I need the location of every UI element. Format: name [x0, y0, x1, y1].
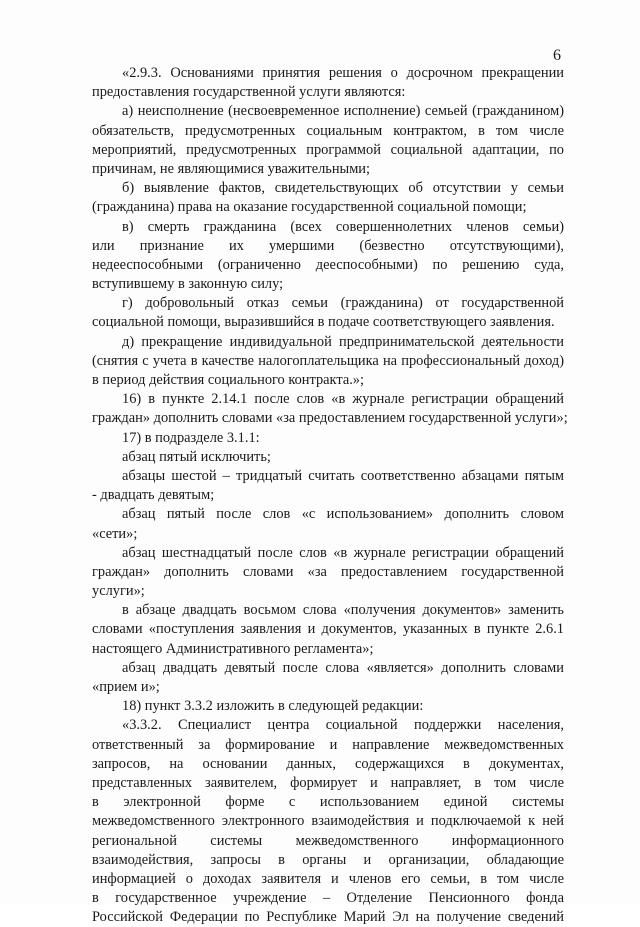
text-line: граждан» дополнить словами «за предоставлением государственной	[92, 563, 564, 580]
text-line: г) добровольный отказ семьи (гражданина) от государственной	[122, 295, 564, 312]
text-line: региональной системы межведомственного информационного	[92, 832, 564, 849]
text-line: граждан» дополнить словами «за предоставлением государственной услуги»;	[92, 410, 568, 427]
text-line: в период действия социального контракта.»;	[92, 372, 365, 388]
text-line: «прием и»;	[92, 679, 160, 695]
text-line: причинам, не являющимися уважительными;	[92, 160, 371, 177]
text-line: а) неисполнение (несвоевременное исполнение) семьей (гражданином)	[122, 103, 564, 120]
text-line: (гражданина) права на оказание государственной социальной помощи;	[92, 199, 527, 216]
text-line: недееспособными (ограниченно дееспособными) по решению суда,	[92, 256, 564, 273]
text-line: услуги»;	[92, 583, 145, 600]
text-line: - двадцать девятым;	[92, 487, 215, 504]
page-number: 6	[553, 47, 561, 64]
text-line: или признание их умершими (безвестно отсутствующими),	[92, 237, 564, 254]
text-line: абзац двадцать девятый после слова «является» дополнить словами	[122, 659, 564, 676]
text-line: в абзаце двадцать восьмом слова «получения документов» заменить	[122, 602, 564, 619]
text-line: в государственное учреждение – Отделение Пенсионного фонда	[92, 890, 564, 907]
text-line: словами «поступления заявления и документов, указанных в пункте 2.6.1	[92, 621, 564, 638]
text-line: обязательств, предусмотренных социальным контрактом, в том числе	[92, 122, 564, 139]
text-line: 16) в пункте 2.14.1 после слов «в журнале регистрации обращений	[122, 391, 564, 408]
text-line: абзац пятый исключить;	[122, 448, 271, 465]
text-line: предоставления государственной услуги являются:	[92, 84, 406, 101]
text-line: ответственный за формирование и направление межведомственных	[92, 736, 564, 753]
text-line: запросов, на основании данных, содержащихся в документах,	[92, 755, 564, 772]
text-line: информацией о доходах заявителя и членов его семьи, в том числе	[92, 870, 564, 887]
text-line: Российской Федерации по Республике Марий Эл на получение сведений	[92, 909, 564, 926]
text-line: социальной помощи, выразившийся в подаче соответствующего заявления.	[92, 314, 555, 331]
text-line: межведомственного электронного взаимодействия и подключаемой к ней	[92, 813, 564, 830]
text-line: в) смерть гражданина (всех совершеннолетних членов семьи)	[122, 218, 564, 235]
text-line: представленных заявителем, формирует и направляет, в том числе	[92, 774, 564, 791]
text-line: б) выявление фактов, свидетельствующих об отсутствии у семьи	[122, 180, 564, 197]
text-line: «3.3.2. Специалист центра социальной поддержки населения,	[122, 717, 564, 734]
text-line: вступившему в законную силу;	[92, 276, 284, 293]
text-line: настоящего Административного регламента»;	[92, 640, 374, 657]
text-line: (снятия с учета в качестве налогоплательщика на профессиональный доход)	[92, 352, 564, 369]
text-line: абзац пятый после слов «с использованием» дополнить словом	[122, 506, 564, 523]
text-line: взаимодействия, запросы в органы и организации, обладающие	[92, 851, 564, 868]
text-line: «сети»;	[92, 525, 138, 542]
text-line: абзацы шестой – тридцатый считать соответственно абзацами пятым	[122, 467, 564, 484]
document-body	[92, 64, 568, 927]
text-line: д) прекращение индивидуальной предпринимательской деятельности	[122, 333, 564, 350]
text-line: в электронной форме с использованием единой системы	[92, 794, 564, 811]
text-line: 18) пункт 3.3.2 изложить в следующей редакции:	[122, 698, 424, 715]
text-line: 17) в подразделе 3.1.1:	[122, 429, 260, 446]
text-line: «2.9.3. Основаниями принятия решения о досрочном прекращении	[122, 65, 564, 81]
text-line: абзац шестнадцатый после слов «в журнале регистрации обращений	[122, 544, 564, 561]
text-line: мероприятий, предусмотренных программой социальной адаптации, по	[92, 141, 564, 158]
